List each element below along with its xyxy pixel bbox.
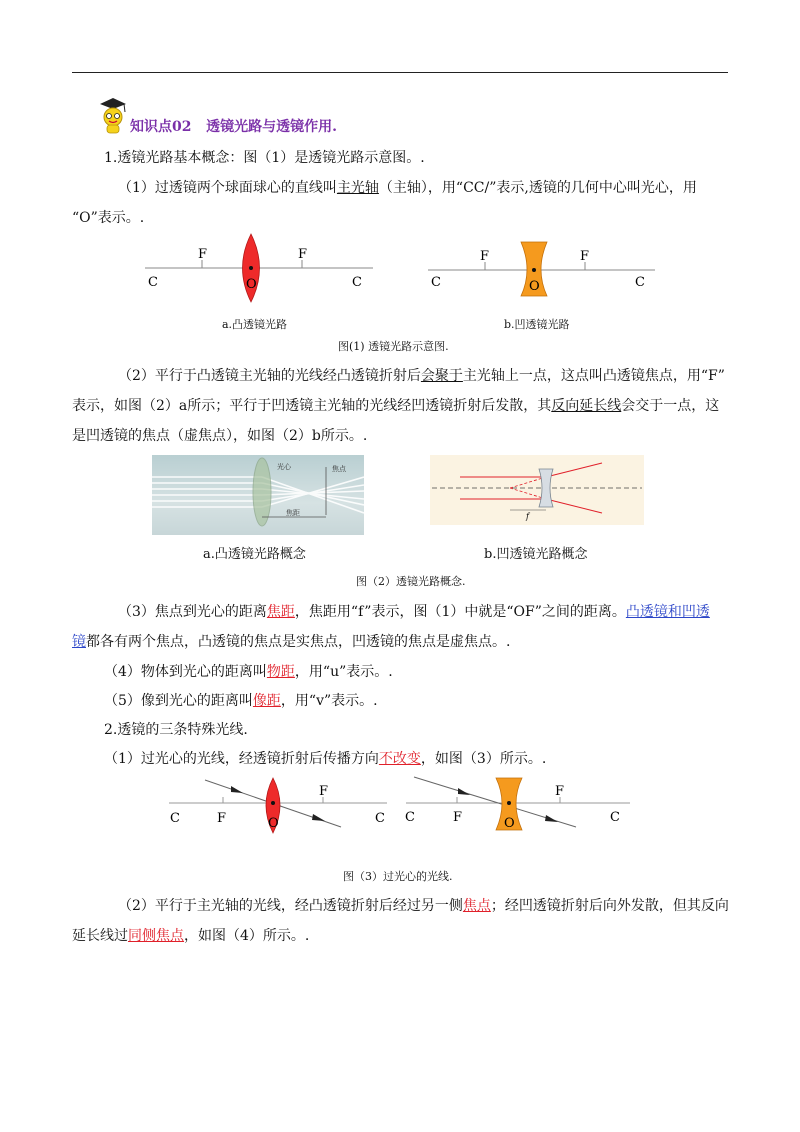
s1-p4: （4）物体到光心的距离叫物距，用“u”表示。. <box>104 664 393 680</box>
photo-label-focus: 焦点 <box>332 465 346 473</box>
s1-p1-line2: “O”表示。. <box>72 210 145 226</box>
term-main-axis: 主光轴 <box>336 180 379 196</box>
photo-label-focal-length: 焦距 <box>286 509 300 517</box>
section-heading <box>130 117 337 137</box>
fig1-caption-b: b.凹透镜光路 <box>504 318 570 331</box>
term-focal-length: 焦距 <box>266 604 295 620</box>
s1-p3-line1: （3）焦点到光心的距离焦距，焦距用“f”表示，图（1）中就是“OF”之间的距离。凸透镜和凹透 <box>118 604 710 620</box>
fig1-label-c-left: C <box>148 275 158 290</box>
fig1-label-f-left: F <box>198 247 208 262</box>
s2-title: 2.透镜的三条特殊光线. <box>104 722 248 738</box>
s1-p2-line1: （2）平行于凸透镜主光轴的光线经凸透镜折射后会聚于主光轴上一点，这点叫凸透镜焦点，用“F” <box>118 368 725 384</box>
fig1-label-o: O <box>246 277 257 292</box>
fig2-caption-a: a.凸透镜光路概念 <box>203 547 306 562</box>
heading-title: 透镜光路与透镜作用. <box>206 119 337 135</box>
fig2-caption-b: b.凹透镜光路概念 <box>484 547 588 562</box>
figure-3-convex <box>165 775 395 835</box>
fig1-label-f-right: F <box>298 247 308 262</box>
fig3a-label-f-right: F <box>319 784 329 799</box>
s1-p5: （5）像到光心的距离叫像距，用“v”表示。. <box>104 693 378 709</box>
fig1-caption-a: a.凸透镜光路 <box>222 318 288 331</box>
fig3b-label-c-left: C <box>405 810 415 825</box>
fig1-caption: 图(1) 透镜光路示意图. <box>338 340 449 353</box>
figure-1-convex <box>140 232 380 312</box>
fig3b-label-o: O <box>504 816 515 831</box>
fig3-caption: 图（3）过光心的光线. <box>343 870 453 883</box>
fig1b-label-f-right: F <box>580 249 590 264</box>
figure-2-photo <box>152 455 364 535</box>
fig1b-label-c-right: C <box>635 275 645 290</box>
fig1b-label-o: O <box>529 279 540 294</box>
s2-p1: （1）过光心的光线，经透镜折射后传播方向不改变，如图（3）所示。. <box>104 751 547 767</box>
s1-title: 1.透镜光路基本概念：图（1）是透镜光路示意图。. <box>104 150 425 166</box>
term-converge: 会聚于 <box>420 368 463 384</box>
fig3a-label-c-right: C <box>375 811 385 826</box>
fig3a-label-c-left: C <box>170 811 180 826</box>
fig3a-label-o: O <box>268 816 279 831</box>
fig1-label-c-right: C <box>352 275 362 290</box>
term-object-distance: 物距 <box>266 664 295 680</box>
term-image-distance: 像距 <box>252 693 281 709</box>
term-focus: 焦点 <box>462 898 491 914</box>
mascot-icon <box>96 96 130 134</box>
term-reverse-extension: 反向延长线 <box>551 398 622 414</box>
figure-2-concave-diagram <box>430 455 644 525</box>
fig1b-label-c-left: C <box>431 275 441 290</box>
top-rule <box>72 72 728 73</box>
s1-p2-line3: 是凹透镜的焦点（虚焦点），如图（2）b所示。. <box>72 428 368 444</box>
term-same-side-focus: 同侧焦点 <box>128 928 184 944</box>
fig3b-label-f-right: F <box>555 784 565 799</box>
fig1b-label-f-left: F <box>480 249 490 264</box>
term-unchanged: 不改变 <box>378 751 421 767</box>
figure-1-concave <box>425 232 665 312</box>
s1-p2-line2: 表示，如图（2）a所示；平行于凹透镜主光轴的光线经凹透镜折射后发散，其反向延长线会交于一点，这 <box>72 398 720 414</box>
fig3b-label-f-left: F <box>453 810 463 825</box>
s1-p3-line2: 镜都各有两个焦点，凸透镜的焦点是实焦点，凹透镜的焦点是虚焦点。. <box>72 634 511 650</box>
s1-p1-line1: （1）过透镜两个球面球心的直线叫主光轴（主轴），用“CC/”表示,透镜的几何中心叫光心，用 <box>118 180 697 196</box>
fig2-caption: 图（2）透镜光路概念. <box>356 575 466 588</box>
fig3b-label-c-right: C <box>610 810 620 825</box>
link-convex-concave[interactable]: 凸透镜和凹透 <box>625 604 710 620</box>
fig2-label-f: f <box>526 512 529 521</box>
s2-p2-line1: （2）平行于主光轴的光线，经凸透镜折射后经过另一侧焦点；经凹透镜折射后向外发散，但其反向 <box>118 898 729 914</box>
figure-3-concave <box>402 775 634 835</box>
s2-p2-line2: 延长线过同侧焦点，如图（4）所示。. <box>72 928 310 944</box>
link-lens-cont[interactable]: 镜 <box>72 634 86 650</box>
fig3a-label-f-left: F <box>217 811 227 826</box>
photo-label-optical-center: 光心 <box>277 463 291 471</box>
heading-number: 知识点02 <box>130 119 192 135</box>
